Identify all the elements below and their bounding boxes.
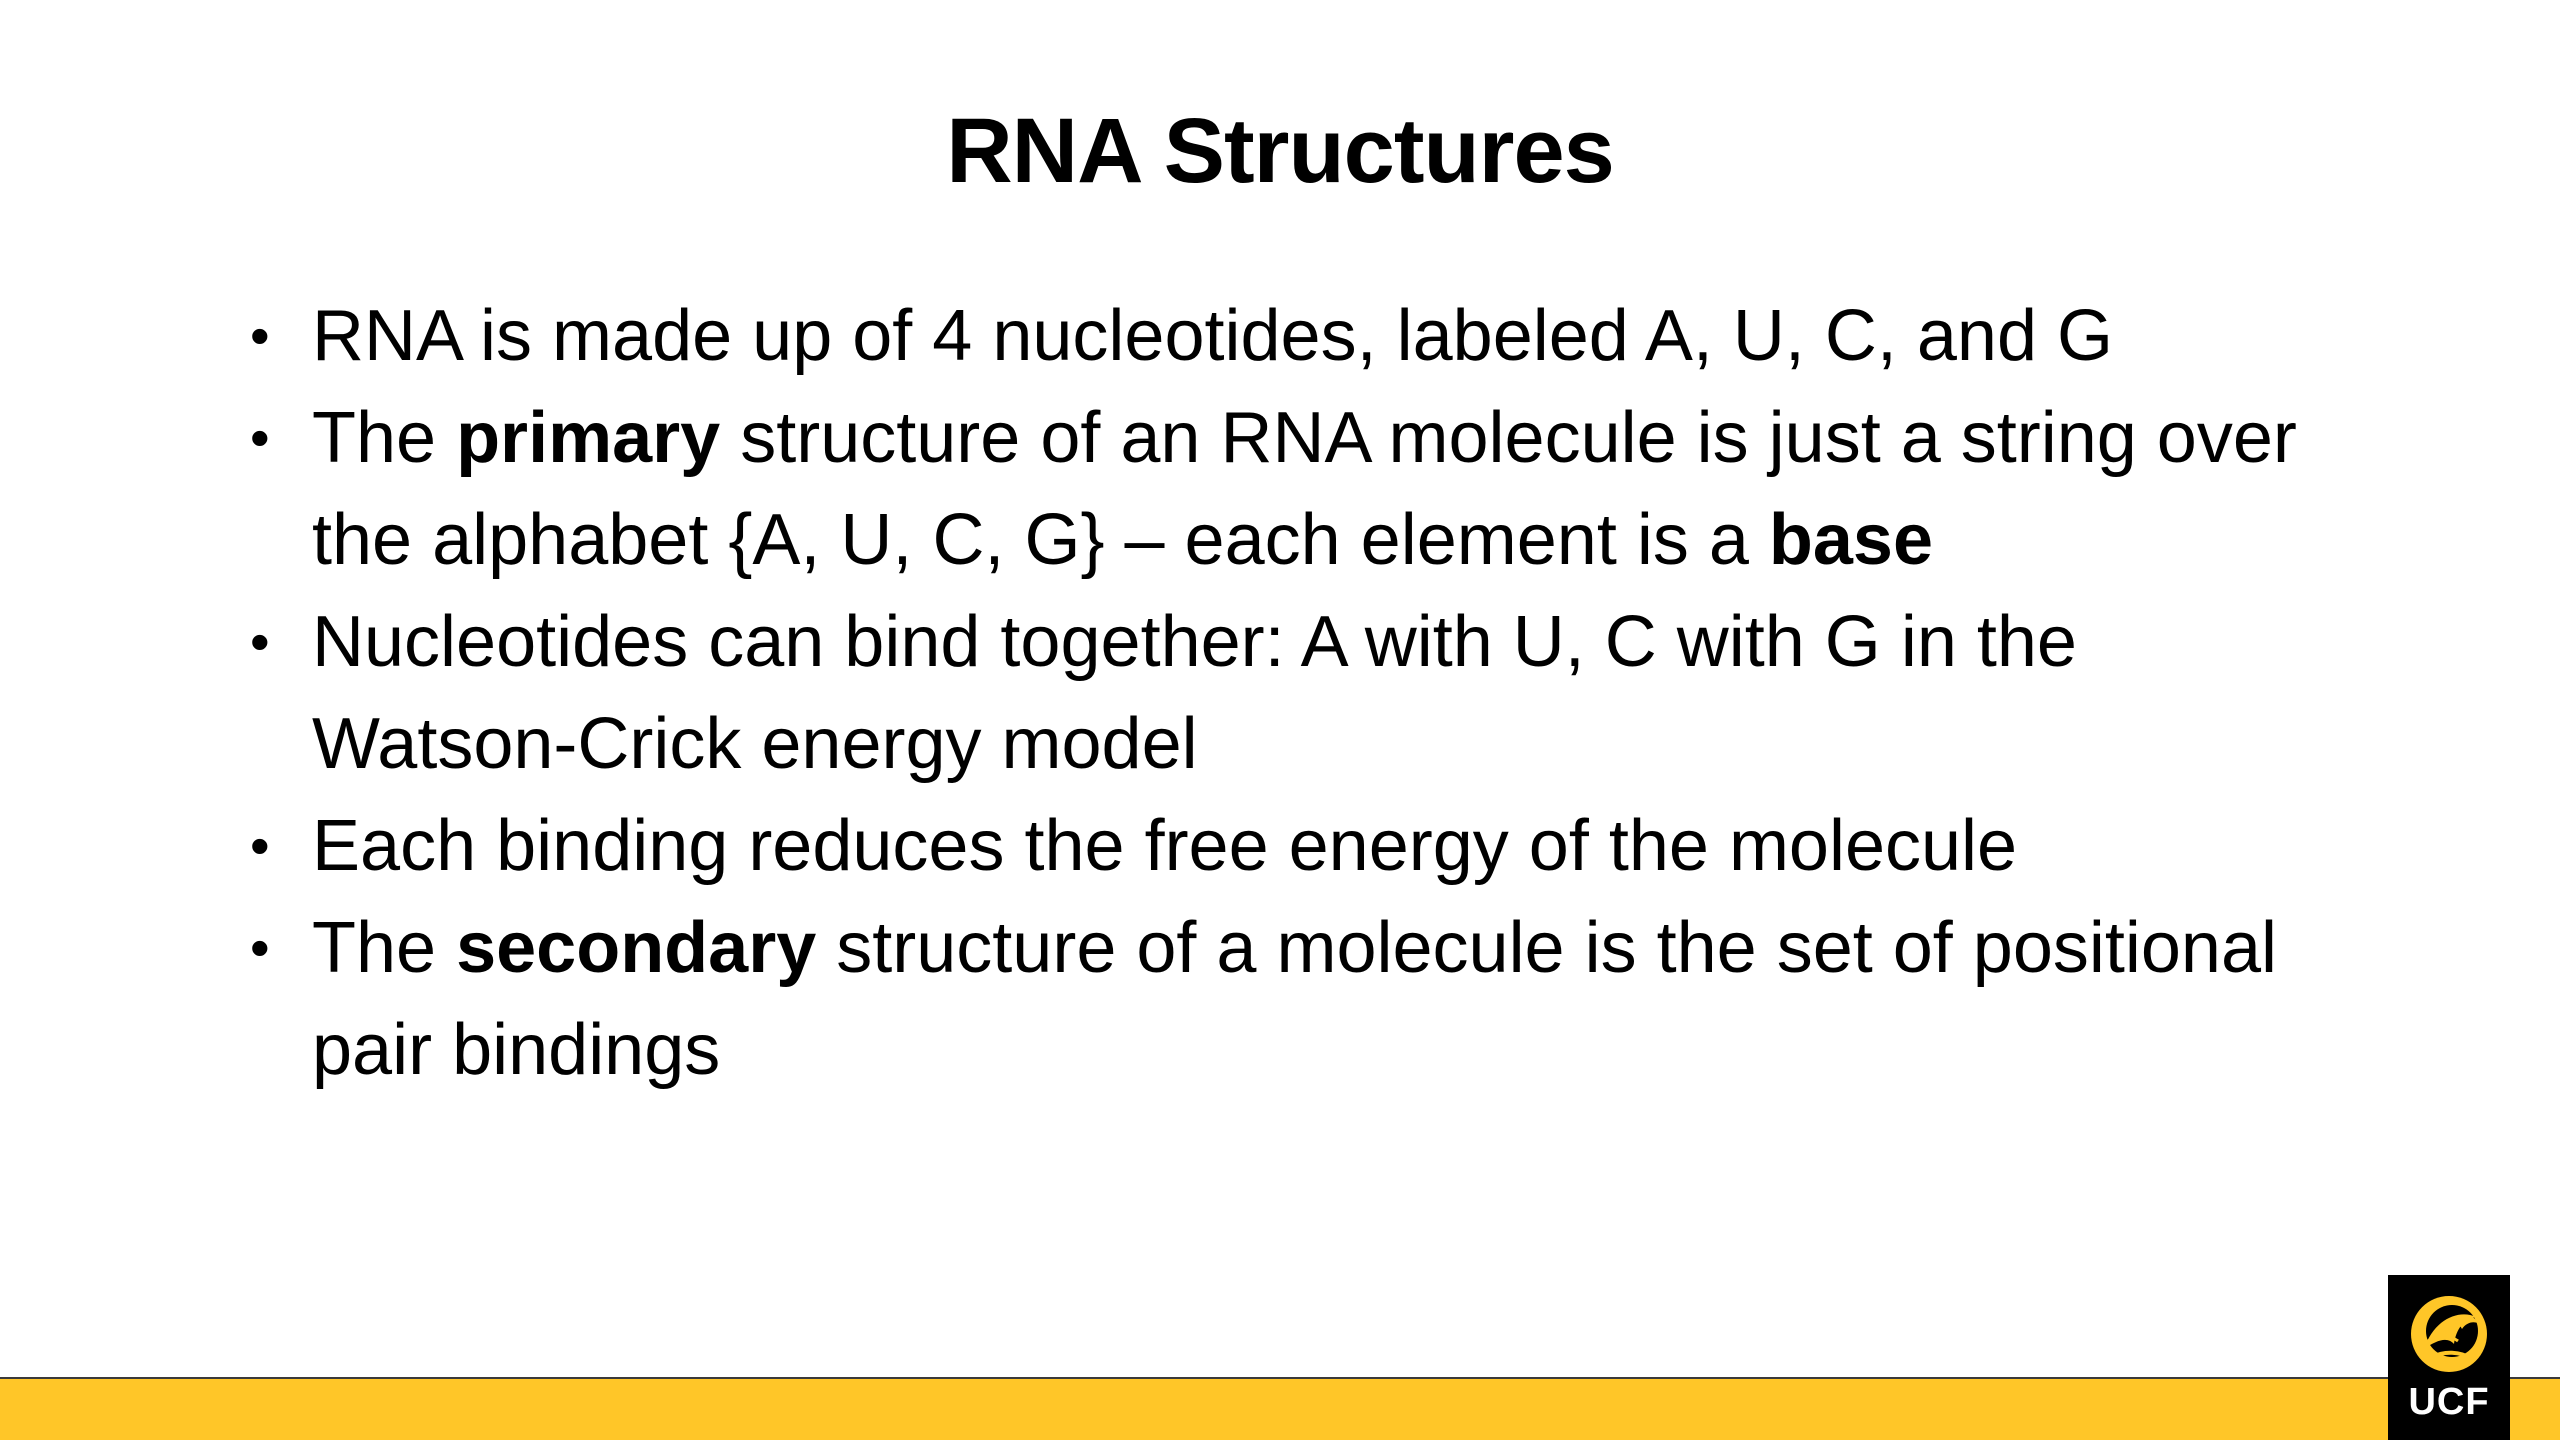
bullet-text-segment: Nucleotides can bind together: A with U, C with G in the Watson-Crick energy model (312, 602, 2077, 784)
bullet-text-segment: structure of a molecule is the set of positional pair bindings (312, 908, 2278, 1090)
slide-title: RNA Structures (946, 100, 1614, 202)
bullet-item (244, 387, 2334, 591)
bullet-item (244, 795, 2334, 897)
bullet-dot: • (250, 304, 270, 367)
ucf-logo-text: UCF (2408, 1381, 2490, 1423)
bullet-text-segment: RNA is made up of 4 nucleotides, labeled A, U, C, and G (312, 296, 2114, 376)
bold-term-secondary: secondary (456, 908, 817, 988)
bullet-item (244, 285, 2334, 387)
ucf-logo (2388, 1275, 2510, 1440)
ucf-pegasus-icon (2404, 1289, 2494, 1379)
bullet-dot: • (250, 406, 270, 469)
bullet-dot: • (250, 814, 270, 877)
bullet-text (312, 398, 2297, 580)
bullet-text-segment: The (312, 398, 457, 478)
bullet-dot: • (250, 610, 270, 673)
bullet-text (312, 296, 2113, 376)
bullet-dot: • (250, 916, 270, 979)
bullet-item (244, 591, 2334, 795)
bullet-list (244, 285, 2334, 1101)
bullet-item (244, 897, 2334, 1101)
bullet-text (312, 806, 2017, 886)
footer-bar (0, 1377, 2560, 1440)
bullet-text (312, 908, 2277, 1090)
bold-term-primary: primary (456, 398, 721, 478)
bullet-text-segment: The (312, 908, 457, 988)
bullet-text-segment: Each binding reduces the free energy of the molecule (312, 806, 2018, 886)
bullet-text (312, 602, 2077, 784)
bold-term-base: base (1768, 500, 1933, 580)
bullet-text-segment: structure of an RNA molecule is just a string over the alphabet {A, U, C, G} – each element is a (312, 398, 2297, 580)
